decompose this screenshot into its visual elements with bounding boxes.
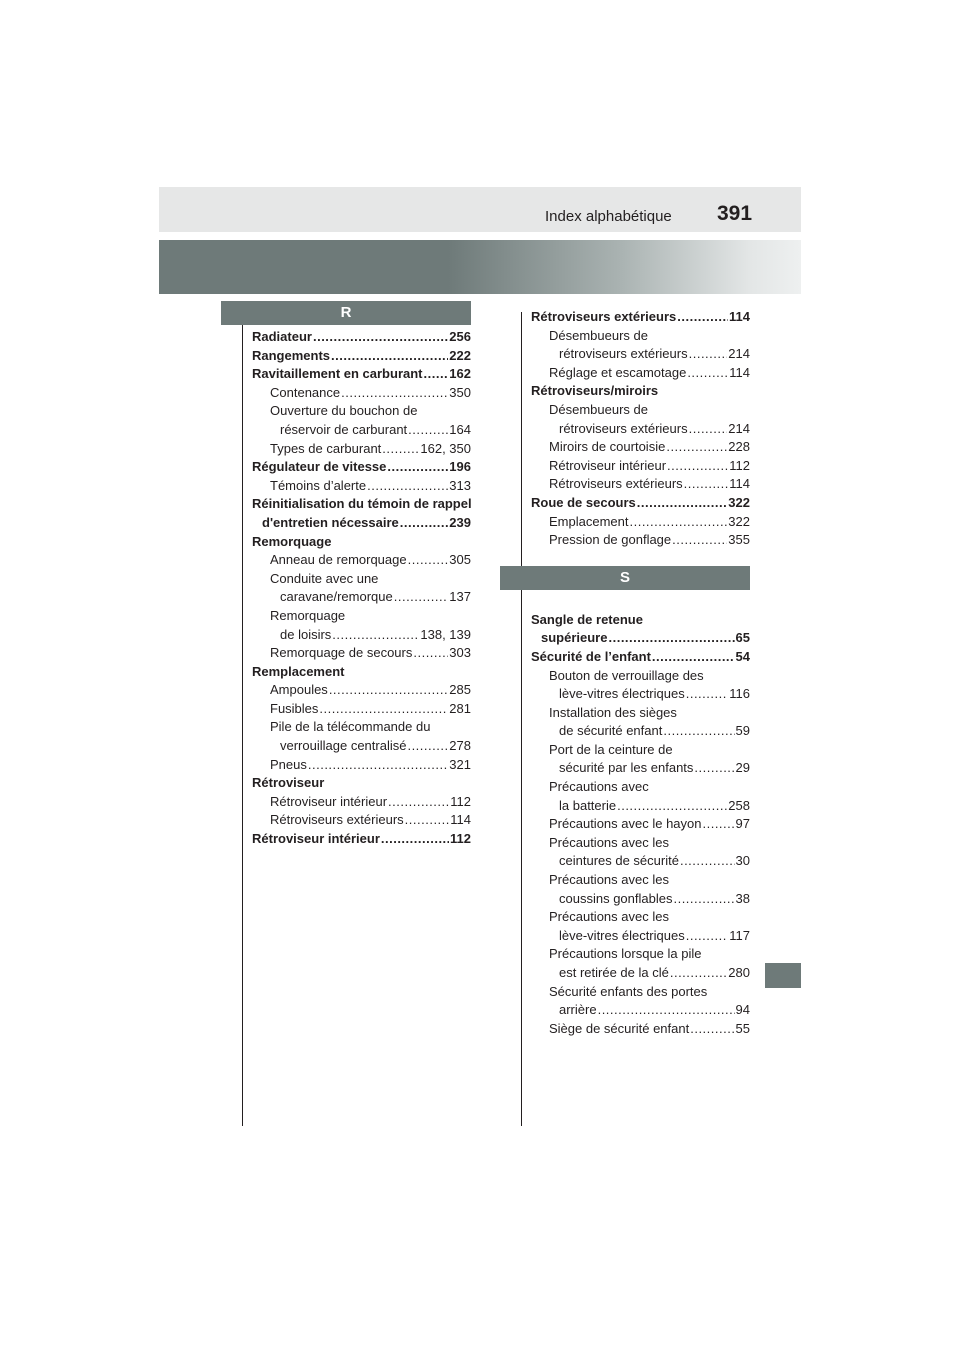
- decorative-gradient-band: [159, 240, 801, 294]
- dot-leader: [686, 927, 729, 946]
- index-entry-page: 258: [728, 797, 750, 813]
- index-entry-text: Radiateur: [252, 329, 312, 344]
- header-bar: [159, 187, 801, 232]
- index-entry-text: Rétroviseur intérieur: [252, 831, 380, 847]
- index-entry: [531, 759, 750, 778]
- index-entry-page: 196: [449, 459, 471, 475]
- index-entry-page: 112: [450, 831, 471, 847]
- column-divider-middle: [521, 312, 522, 1126]
- index-entry: [531, 741, 750, 760]
- dot-leader: [684, 475, 729, 494]
- index-entry-text: Roue de secours: [531, 494, 636, 510]
- index-entry-text: Contenance: [270, 384, 341, 400]
- index-entry: [252, 440, 471, 459]
- index-entry-text: Fusibles: [270, 700, 319, 716]
- index-entry: [531, 648, 750, 667]
- index-entry-page: 355: [728, 532, 750, 548]
- index-entry-text: de sécurité enfant: [559, 723, 663, 739]
- index-entry-page: 162, 350: [420, 440, 471, 456]
- index-entry-page: 29: [735, 760, 750, 776]
- index-entry: [531, 629, 750, 648]
- index-entry-text: Port de la ceinture de: [549, 741, 673, 757]
- index-entry: [252, 607, 471, 626]
- index-entry: [531, 704, 750, 723]
- index-entry: [531, 401, 750, 420]
- index-entry-page: 228: [728, 439, 750, 455]
- index-entry-page: 285: [449, 682, 471, 698]
- dot-leader: [677, 308, 728, 327]
- index-entry: [252, 718, 471, 737]
- index-entry: [252, 477, 471, 496]
- index-entry-text: Ouverture du bouchon de: [270, 403, 418, 419]
- index-entry-text: Miroirs de courtoisie: [549, 439, 666, 455]
- index-entry-text: supérieure: [541, 630, 608, 646]
- index-entry: [531, 1001, 750, 1020]
- index-entry: [531, 834, 750, 853]
- index-entry-page: 162: [449, 366, 471, 382]
- index-entry-text: Pile de la télécommande du: [270, 719, 431, 735]
- index-entry: [252, 793, 471, 812]
- index-entry: [252, 458, 471, 477]
- dot-leader: [400, 514, 449, 533]
- index-entry-text: Bouton de verrouillage des: [549, 667, 704, 683]
- index-entry: [252, 421, 471, 440]
- index-entry-text: réservoir de carburant: [280, 421, 408, 437]
- index-entry: [531, 1020, 750, 1039]
- index-entry: [531, 438, 750, 457]
- section-spacer: [531, 550, 750, 608]
- index-entry: [531, 531, 750, 550]
- index-entry: [531, 815, 750, 834]
- index-entry-page: 116: [729, 686, 750, 702]
- index-entry-text: coussins gonflables: [559, 890, 673, 906]
- index-list-right-r: [531, 308, 750, 550]
- dot-leader: [629, 513, 727, 532]
- dot-leader: [367, 477, 448, 496]
- dot-leader: [689, 420, 728, 439]
- index-entry-page: 94: [735, 1002, 750, 1018]
- index-entry-page: 222: [449, 347, 471, 363]
- index-entry: [252, 774, 471, 793]
- index-entry-text: Sécurité enfants des portes: [549, 983, 708, 999]
- index-entry-text: Installation des sièges: [549, 704, 677, 720]
- index-entry-text: Rétroviseur: [252, 775, 325, 791]
- index-entry-text: Remplacement: [252, 663, 345, 679]
- index-entry: [531, 513, 750, 532]
- index-entry-page: 281: [449, 700, 471, 716]
- index-entry-text: est retirée de la clé: [559, 965, 669, 980]
- index-entry: [252, 533, 471, 552]
- index-entry-page: 65: [735, 630, 750, 646]
- section-header-r: R: [221, 301, 471, 325]
- index-entry-text: Précautions avec le hayon: [549, 816, 702, 832]
- index-entry: [252, 644, 471, 663]
- index-entry-page: 321: [449, 756, 471, 772]
- dot-leader: [408, 551, 449, 570]
- dot-leader: [341, 384, 448, 403]
- dot-leader: [663, 722, 734, 741]
- index-entry-text: arrière: [559, 1002, 597, 1018]
- index-entry-text: Rétroviseurs/miroirs: [531, 383, 659, 399]
- dot-leader: [686, 685, 729, 704]
- index-entry: [531, 364, 750, 383]
- dot-leader: [652, 648, 735, 667]
- index-entry-text: verrouillage centralisé: [280, 738, 407, 754]
- index-list-right-s: [531, 611, 750, 1039]
- column-divider-left: [242, 312, 243, 1126]
- index-entry-text: Sangle de retenue: [531, 611, 643, 627]
- index-entry-text: Ampoules: [270, 682, 328, 698]
- index-entry: [252, 365, 471, 384]
- index-entry: [531, 871, 750, 890]
- index-entry: [252, 663, 471, 682]
- dot-leader: [667, 457, 728, 476]
- index-entry: [531, 327, 750, 346]
- index-entry-text: Rangements: [252, 347, 331, 363]
- dot-leader: [387, 458, 448, 477]
- index-entry-text: Rétroviseurs extérieurs: [549, 476, 683, 492]
- index-entry: [252, 811, 471, 830]
- index-entry: [252, 681, 471, 700]
- index-entry: [531, 667, 750, 686]
- index-entry: [252, 384, 471, 403]
- index-entry-text: d'entretien nécessaire: [262, 514, 399, 530]
- index-entry-page: 114: [729, 476, 750, 492]
- index-entry: [531, 852, 750, 871]
- index-entry-text: rétroviseurs extérieurs: [559, 420, 688, 436]
- dot-leader: [313, 328, 448, 347]
- index-entry-text: Remorquage: [252, 533, 332, 549]
- index-entry-page: 112: [450, 793, 471, 809]
- index-entry: [531, 382, 750, 401]
- index-entry: [531, 964, 750, 983]
- index-entry-page: 214: [728, 346, 750, 362]
- index-entry-page: 114: [729, 364, 750, 380]
- index-entry-page: 54: [735, 648, 750, 664]
- index-entry-page: 114: [450, 812, 471, 828]
- index-entry-page: 138, 139: [420, 626, 471, 642]
- index-entry: [252, 514, 471, 533]
- index-entry: [252, 347, 471, 366]
- index-entry-text: Rétroviseurs extérieurs: [531, 309, 677, 324]
- dot-leader: [617, 797, 727, 816]
- index-entry-page: 239: [449, 514, 471, 530]
- index-entry-text: Précautions avec les: [549, 872, 669, 888]
- index-column-left: [252, 328, 471, 849]
- dot-leader: [329, 681, 448, 700]
- dot-leader: [408, 421, 448, 440]
- dot-leader: [308, 756, 448, 775]
- dot-leader: [673, 890, 734, 909]
- index-entry-text: lève-vitres électriques: [559, 927, 685, 943]
- index-entry-text: rétroviseurs extérieurs: [559, 346, 688, 362]
- dot-leader: [670, 964, 727, 983]
- index-entry: [252, 830, 471, 849]
- index-entry-text: Siège de sécurité enfant: [549, 1020, 690, 1036]
- index-entry-text: Emplacement: [549, 513, 629, 529]
- dot-leader: [394, 588, 449, 607]
- index-entry-page: 164: [449, 421, 471, 437]
- dot-leader: [687, 364, 728, 383]
- index-entry: [531, 778, 750, 797]
- index-entry-page: 30: [735, 853, 750, 869]
- dot-leader: [666, 438, 727, 457]
- index-entry: [531, 611, 750, 630]
- index-entry: [531, 345, 750, 364]
- dot-leader: [331, 347, 448, 366]
- page-header-title: Index alphabétique: [545, 208, 672, 225]
- index-entry-text: Réinitialisation du témoin de rappel: [252, 496, 472, 512]
- index-entry-text: Précautions avec les: [549, 834, 669, 850]
- index-entry: [531, 308, 750, 327]
- dot-leader: [413, 644, 448, 663]
- index-entry-text: Pression de gonflage: [549, 532, 672, 548]
- dot-leader: [702, 815, 734, 834]
- dot-leader: [381, 830, 449, 849]
- index-entry-text: Désembueurs de: [549, 327, 648, 343]
- index-entry: [531, 494, 750, 513]
- dot-leader: [382, 440, 419, 459]
- index-entry: [252, 495, 471, 514]
- chapter-thumb-tab: [765, 963, 801, 988]
- index-entry-text: Ravitaillement en carburant: [252, 366, 423, 382]
- index-entry-text: sécurité par les enfants: [559, 760, 694, 776]
- index-entry-text: Remorquage: [270, 607, 346, 623]
- index-entry-page: 97: [735, 816, 750, 832]
- index-entry-text: Réglage et escamotage: [549, 364, 687, 380]
- index-entry-page: 117: [729, 927, 750, 943]
- index-entry: [531, 927, 750, 946]
- dot-leader: [388, 793, 449, 812]
- index-entry-page: 112: [729, 457, 750, 473]
- index-entry: [531, 457, 750, 476]
- index-entry-text: Conduite avec une: [270, 570, 379, 586]
- index-entry: [531, 797, 750, 816]
- index-entry-text: Rétroviseur intérieur: [549, 457, 667, 473]
- index-entry-page: 303: [449, 645, 471, 661]
- index-entry-text: Rétroviseurs extérieurs: [270, 812, 404, 828]
- index-entry-page: 322: [728, 513, 750, 529]
- index-entry-text: Précautions avec: [549, 779, 649, 795]
- index-entry-text: Remorquage de secours: [270, 645, 413, 661]
- index-entry-text: Anneau de remorquage: [270, 552, 407, 568]
- dot-leader: [637, 494, 728, 513]
- index-entry: [252, 737, 471, 756]
- index-entry-page: 278: [449, 738, 471, 754]
- dot-leader: [405, 811, 450, 830]
- index-entry: [531, 983, 750, 1002]
- index-entry-page: 256: [449, 329, 471, 344]
- dot-leader: [689, 345, 728, 364]
- dot-leader: [690, 1020, 734, 1039]
- dot-leader: [407, 737, 448, 756]
- index-entry: [252, 756, 471, 775]
- index-entry: [531, 722, 750, 741]
- index-entry: [252, 570, 471, 589]
- index-list-left: [252, 328, 471, 849]
- index-entry-text: la batterie: [559, 797, 617, 813]
- index-entry-text: caravane/remorque: [280, 589, 393, 605]
- dot-leader: [680, 852, 735, 871]
- section-header-s: S: [500, 566, 750, 590]
- index-entry-page: 350: [449, 384, 471, 400]
- index-entry-page: 305: [449, 552, 471, 568]
- index-entry: [531, 908, 750, 927]
- index-entry-text: Précautions avec les: [549, 909, 669, 925]
- dot-leader: [672, 531, 727, 550]
- page-number: 391: [717, 202, 753, 225]
- index-entry-page: 38: [735, 890, 750, 906]
- dot-leader: [332, 626, 419, 645]
- index-entry-page: 114: [729, 309, 750, 324]
- index-entry-text: Types de carburant: [270, 440, 382, 456]
- index-entry-text: ceintures de sécurité: [559, 853, 679, 869]
- index-entry: [252, 328, 471, 347]
- index-entry-text: lève-vitres électriques: [559, 686, 685, 702]
- index-entry-page: 214: [728, 420, 750, 436]
- index-entry: [531, 945, 750, 964]
- index-entry-text: Pneus: [270, 756, 307, 772]
- index-column-right: [531, 308, 750, 1038]
- index-entry: [531, 475, 750, 494]
- index-entry-page: 59: [735, 723, 750, 739]
- dot-leader: [424, 365, 449, 384]
- dot-leader: [319, 700, 448, 719]
- index-entry: [252, 626, 471, 645]
- index-entry-text: Sécurité de l’enfant: [531, 648, 651, 664]
- index-entry-text: Régulateur de vitesse: [252, 459, 387, 475]
- index-entry-page: 280: [728, 965, 750, 980]
- index-entry-page: 55: [735, 1020, 750, 1036]
- index-entry: [531, 890, 750, 909]
- index-entry-text: Témoins d’alerte: [270, 477, 367, 493]
- index-entry-page: 322: [728, 494, 750, 510]
- dot-leader: [694, 759, 734, 778]
- index-entry-text: Précautions lorsque la pile: [549, 946, 702, 962]
- index-entry-text: Rétroviseur intérieur: [270, 793, 388, 809]
- index-entry: [531, 685, 750, 704]
- index-entry-text: de loisirs: [280, 626, 332, 642]
- index-entry-page: 137: [449, 589, 471, 605]
- index-entry-text: Désembueurs de: [549, 401, 648, 417]
- dot-leader: [598, 1001, 735, 1020]
- index-entry: [252, 588, 471, 607]
- index-entry: [252, 700, 471, 719]
- index-entry: [531, 420, 750, 439]
- index-entry: [252, 402, 471, 421]
- index-entry: [252, 551, 471, 570]
- index-entry-page: 313: [449, 477, 471, 493]
- dot-leader: [608, 629, 734, 648]
